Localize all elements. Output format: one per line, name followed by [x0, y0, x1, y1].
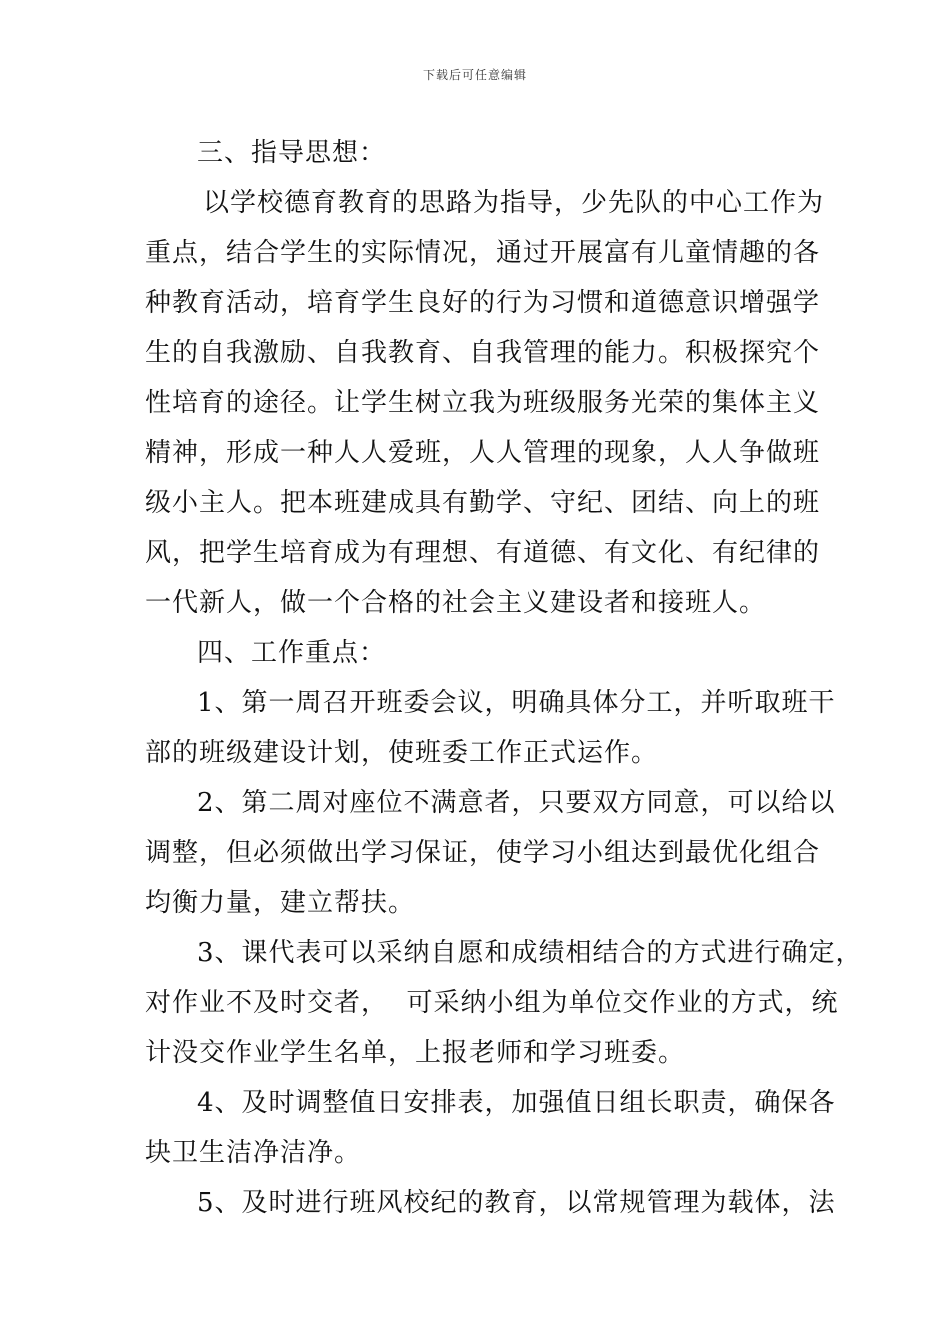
list-item-line: 调整，但必须做出学习保证，使学习小组达到最优化组合 [145, 838, 821, 868]
paragraph-line: 以学校德育教育的思路为指导，少先队的中心工作为 [203, 188, 825, 218]
paragraph-line: 重点，结合学生的实际情况，通过开展富有儿童情趣的各 [145, 238, 821, 268]
list-item-line: 4、及时调整值日安排表，加强值日组长职责，确保各 [197, 1088, 836, 1118]
page-header: 下载后可任意编辑 [422, 68, 527, 82]
paragraph-line: 生的自我激励、自我教育、自我管理的能力。积极探究个 [145, 338, 821, 368]
section-heading-guiding-ideology: 三、指导思想： [197, 138, 387, 168]
list-item-line: 均衡力量，建立帮扶。 [145, 888, 416, 918]
paragraph-line: 风，把学生培育成为有理想、有道德、有文化、有纪律的 [145, 538, 821, 568]
paragraph-line: 级小主人。把本班建成具有勤学、守纪、团结、向上的班 [145, 488, 821, 518]
paragraph-line: 一代新人，做一个合格的社会主义建设者和接班人。 [145, 588, 767, 618]
list-item-line: 块卫生洁净洁净。 [145, 1138, 362, 1168]
list-item-line: 部的班级建设计划，使班委工作正式运作。 [145, 738, 659, 768]
paragraph-line: 精神，形成一种人人爱班，人人管理的现象，人人争做班 [145, 438, 821, 468]
list-item-line: 3、课代表可以采纳自愿和成绩相结合的方式进行确定， [197, 938, 863, 968]
list-item-line: 计没交作业学生名单，上报老师和学习班委。 [145, 1038, 686, 1068]
document-body [145, 128, 863, 1228]
paragraph-line: 性培育的途径。让学生树立我为班级服务光荣的集体主义 [145, 388, 821, 418]
paragraph-line: 种教育活动，培育学生良好的行为习惯和道德意识增强学 [145, 288, 821, 318]
list-item-line: 5、及时进行班风校纪的教育，以常规管理为载体，法 [197, 1188, 836, 1218]
section-heading-work-focus: 四、工作重点： [197, 638, 387, 668]
list-item-line: 对作业不及时交者， 可采纳小组为单位交作业的方式，统 [145, 988, 839, 1018]
list-item-line: 1、第一周召开班委会议，明确具体分工，并听取班干 [197, 688, 836, 718]
list-item-line: 2、第二周对座位不满意者，只要双方同意，可以给以 [197, 788, 836, 818]
